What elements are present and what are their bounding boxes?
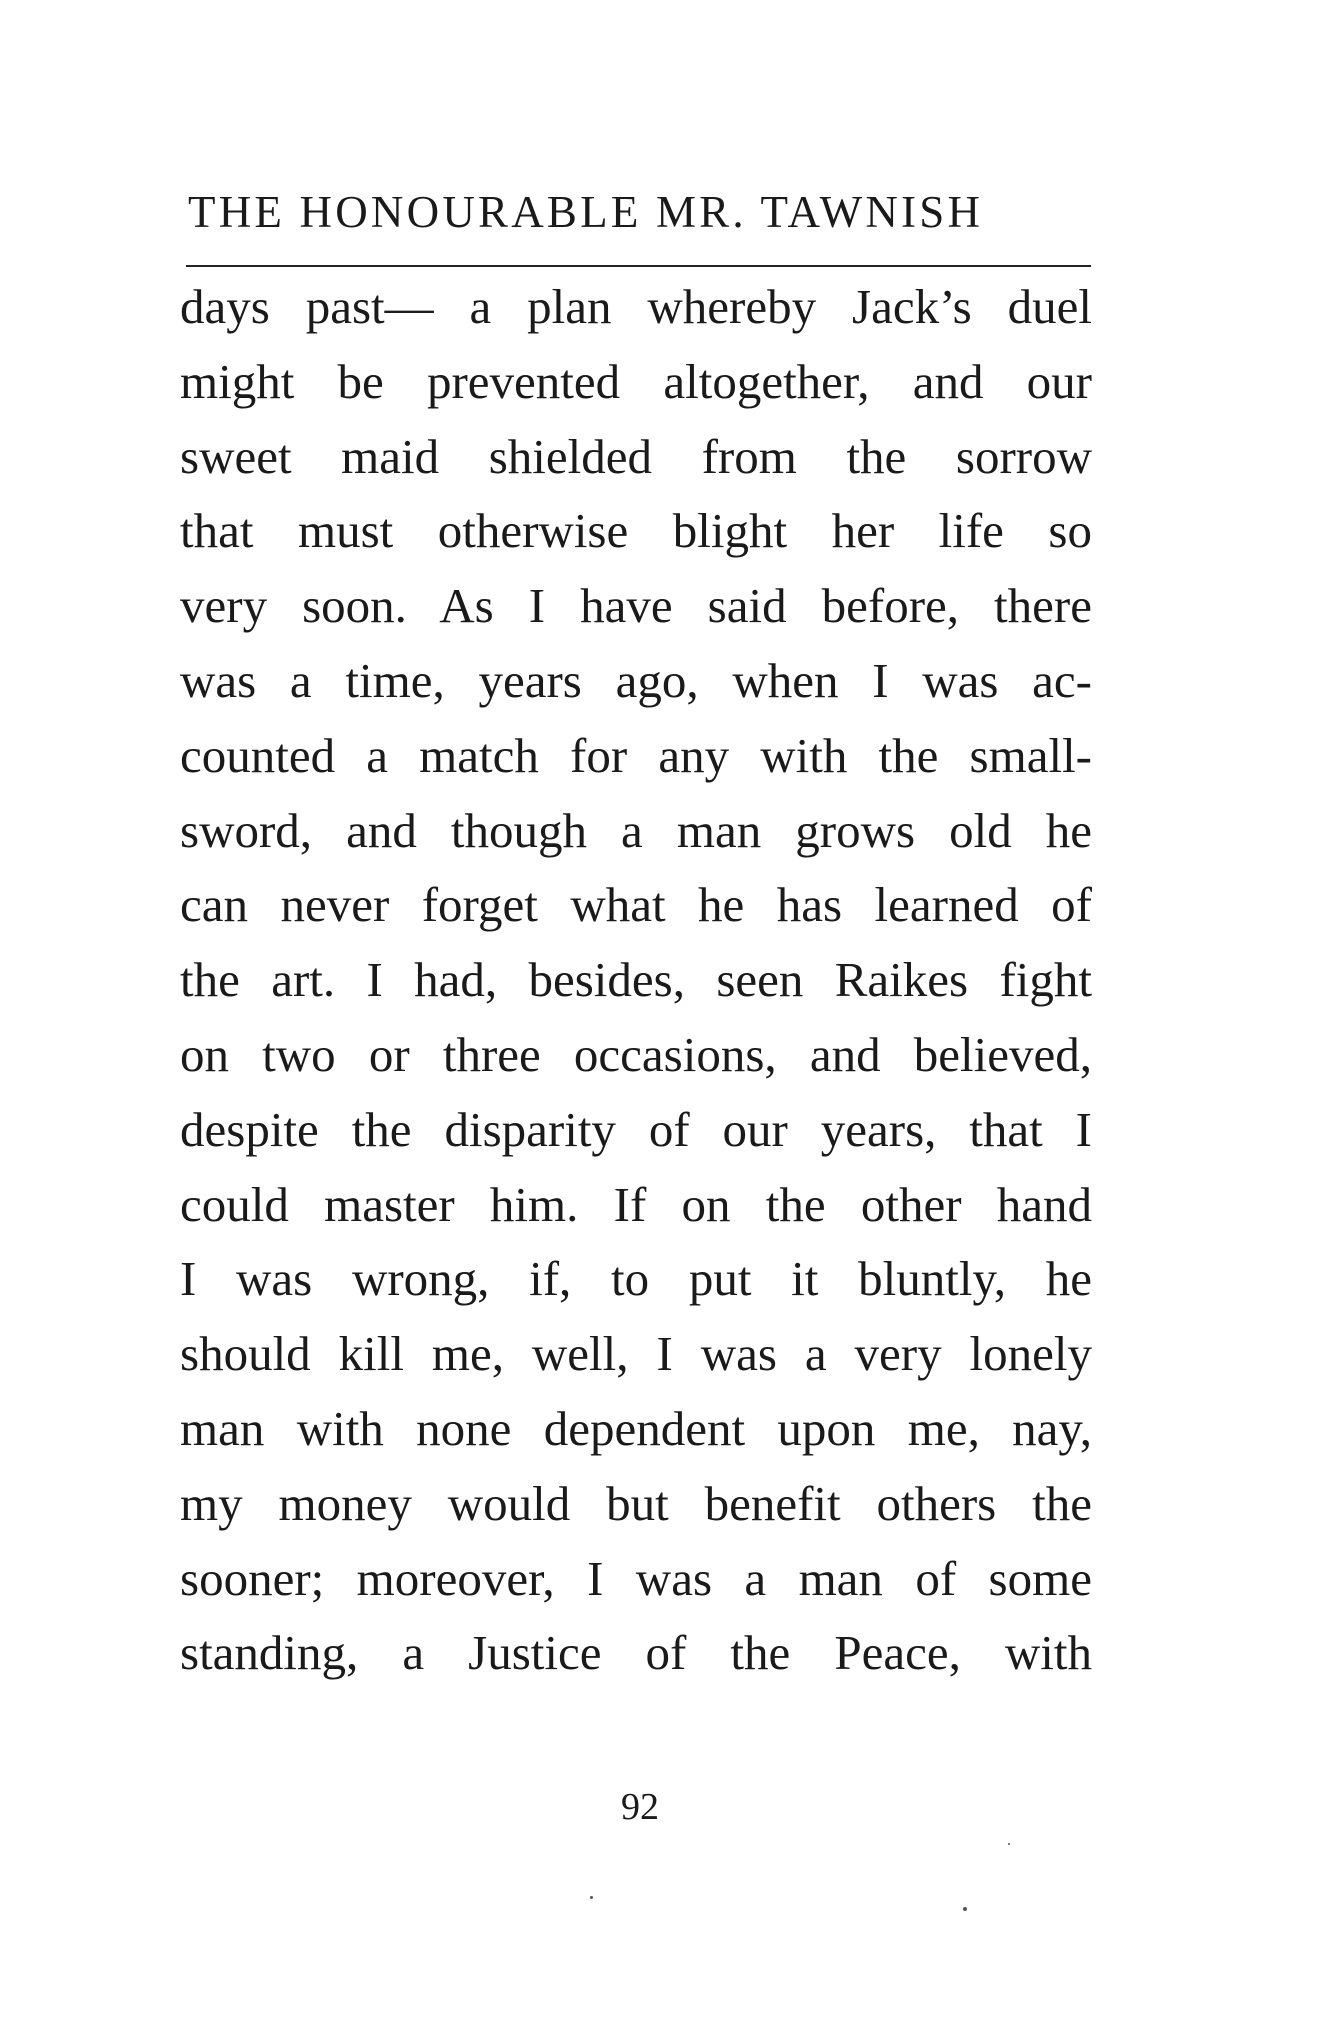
text-line: I was wrong, if, to put it bluntly, he [180, 1251, 1092, 1307]
text-line: my money would but benefit others the [180, 1475, 1092, 1531]
text-line: was a time, years ago, when I was ac- [180, 652, 1092, 708]
text-line: should kill me, well, I was a very lonely [180, 1326, 1092, 1382]
text-line: standing, a Justice of the Peace, with [180, 1625, 1092, 1681]
text-line: sooner; moreover, I was a man of some [180, 1550, 1092, 1606]
body-text [180, 270, 1092, 1691]
text-line: man with none dependent upon me, nay, [180, 1400, 1092, 1456]
text-line: despite the disparity of our years, that I [180, 1101, 1092, 1157]
text-line: could master him. If on the other hand [180, 1176, 1092, 1232]
text-line: the art. I had, besides, seen Raikes fight [180, 952, 1092, 1008]
scan-speck [590, 1896, 593, 1899]
text-line: days past— a plan whereby Jack’s duel [180, 279, 1092, 334]
header-rule [186, 265, 1091, 267]
text-line: sword, and though a man grows old he [180, 802, 1092, 858]
text-line: might be prevented altogether, and our [180, 353, 1092, 409]
text-line: can never forget what he has learned of [180, 877, 1092, 933]
text-line: sweet maid shielded from the sorrow [180, 428, 1092, 484]
scan-speck [963, 1907, 967, 1911]
text-line: on two or three occasions, and believed, [180, 1026, 1092, 1082]
page-number: 92 [621, 1786, 659, 1828]
text-line: counted a match for any with the small- [180, 727, 1092, 783]
running-head: THE HONOURABLE MR. TAWNISH [188, 187, 984, 237]
text-line: very soon. As I have said before, there [180, 578, 1092, 634]
scan-speck [1008, 1843, 1010, 1845]
text-line: that must otherwise blight her life so [180, 503, 1092, 559]
